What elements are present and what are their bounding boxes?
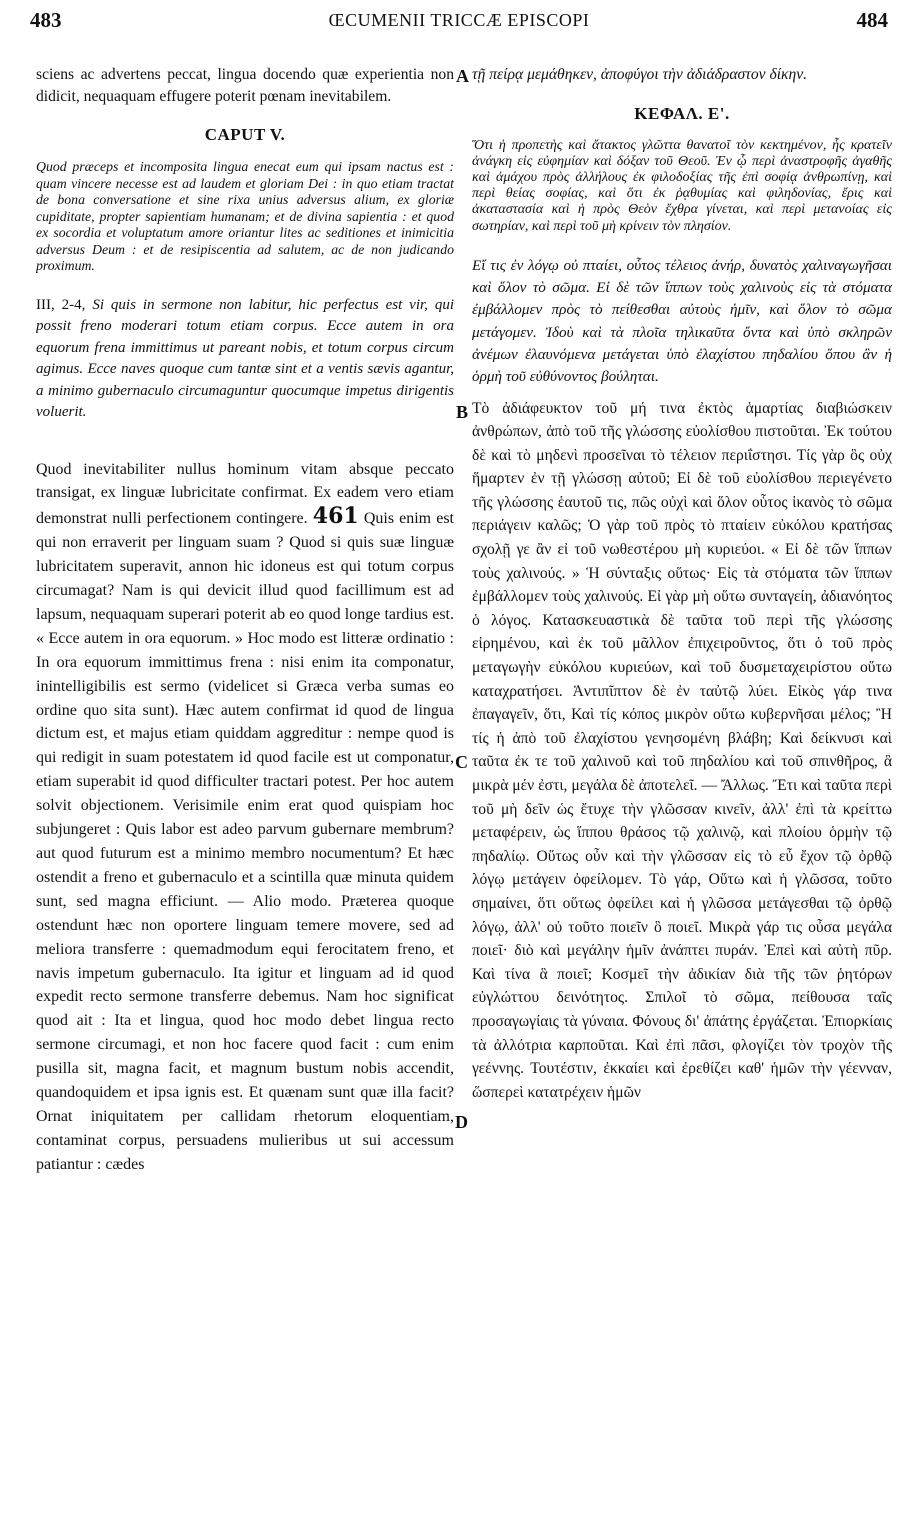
page-number-right: 484	[856, 8, 888, 32]
latin-column	[36, 64, 454, 1532]
latin-scripture-text: Si quis in sermone non labitur, hic perfectus est vir, qui possit freno moderari totum etiam corpus. Ecce autem in ora equorum frena immittimus ut pareant nobis, et totum corpus circum agimus. Ecce naves quoque cum tantæ sint et a ventis sævis agantur, a minimo gubernaculo circumaguntur quocumque impetus dirigentis voluerit.	[36, 296, 454, 420]
margin-letter-a: A	[456, 66, 469, 86]
latin-commentary	[36, 458, 454, 1177]
latin-scripture-passage	[36, 295, 454, 424]
margin-letter-b: B	[456, 402, 469, 422]
latin-opening-text: sciens ac advertens peccat, lingua docendo quæ experientia non didicit, nequaquam effugere poterit pœnam inevitabilem.	[36, 66, 454, 105]
running-header	[30, 8, 888, 44]
greek-chapter-summary: Ὅτι ἡ προπετὴς καὶ ἄτακτος γλῶττα θανατοῖ τὸν κεκτημένον, ἧς κρατεῖν ἀνάγκη εἰς εὐφημίαν καὶ δόξαν τοῦ Θεοῦ. Ἐν ᾧ περὶ ἀναστροφῆς ἀγαθῆς καὶ ἀμάχου πρὸς ἀλλήλους ἐκ φιλοδοξίας τῆς ἐπὶ σοφίᾳ ἀνθρωπίνῃ, καὶ περὶ θείας σοφίας, καὶ ὅτι ἐκ ῥᾳθυμίας καὶ φιληδονίας, ἔρις καὶ ἀκαταστασία καὶ ἡ πρὸς Θεὸν ἔχθρα γίνεται, καὶ περὶ μετανοίας εἰς σωτηρίαν, καὶ περὶ τοῦ μὴ κρίνειν τὸν πλησίον.	[472, 137, 892, 234]
page-number-left: 483	[30, 8, 62, 32]
latin-commentary-part1: Quod inevitabiliter nullus hominum vitam absque peccato transigat, ex linguæ lubricitate confirmat. Ex eadem vero etiam demonstrat nulli perfectionem contingere.	[36, 460, 454, 528]
latin-scripture-reference: III, 2-4,	[36, 296, 86, 313]
latin-chapter-summary: Quod præceps et incomposita lingua enecat eum qui ipsam nactus est : quam vincere necesse est ad laudem et gloriam Dei : in quo etiam tractat de bona conversatione et sine rixa unius adversus alium, ex gloriæ cupiditate, propter sapientiam humanam; et de divina sapientia : et quod ex socordia et voluptatum amore oriantur lites ac seditiones et inimicitia adversus Deum : et de resipiscentia ad salutem, ac de non judicando proximum.	[36, 159, 454, 273]
greek-scripture-passage: Εἴ τις ἐν λόγῳ οὐ πταίει, οὗτος τέλειος ἀνήρ, δυνατὸς χαλιναγωγῆσαι καὶ ὅλον τὸ σῶμα. Εἰ δὲ τῶν ἵππων τοὺς χαλινοὺς εἰς τὰ στόματα ἐμβάλλομεν πρὸς τὸ πείθεσθαι αὐτοὺς ἡμῖν, καὶ ὅλον τὸ σῶμα μετάγομεν. Ἰδοὺ καὶ τὰ πλοῖα τηλικαῦτα ὄντα καὶ ὑπὸ σκληρῶν ἀνέμων ἐλαυνόμενα μετάγεται ὑπὸ ἐλαχίστου πηδαλίου ὅπου ἂν ἡ ὁρμὴ τοῦ εὐθύνοντος βούληται.	[472, 256, 892, 386]
greek-chapter-heading: ΚΕΦΑΛ. Ε'.	[634, 103, 730, 123]
greek-opening-text: τῇ πείρᾳ μεμάθηκεν, ἀποφύγοι τὴν ἀδιάδραστον δίκην.	[472, 66, 808, 83]
latin-chapter-heading: CAPUT V.	[204, 125, 286, 144]
greek-commentary: Τὸ ἀδιάφευκτον τοῦ μή τινα ἐκτὸς ἁμαρτίας διαβιώσκειν ἀνθρώπων, ἀπὸ τοῦ τῆς γλώσσης εὐολίσθου πιστοῦται. Ἐκ τούτου δὲ καὶ τὸ μηδενὶ προσεῖναι τὸ τέλειον περιΐστησι. Τίς γὰρ ὃς οὐχ ἥμαρτεν ἐν τῇ γλώσσῃ αὐτοῦ; Εἰ δὲ τοῦ εὐολίσθου περιεγένετο τῆς γλώσσης ἑαυτοῦ τις, πῶς οὐχὶ καὶ ὅλον οὗτος ἱκανὸς τὸ σῶμα περιάγειν καλῶς; Ὁ γὰρ τοῦ πρὸς τὸ πταίειν εὐκόλου κρατήσας σχολῇ γε ἂν εἰ τοῦ νωθεστέρου μὴ κυριεύοι. « Εἰ δὲ τῶν ἵππων τοὺς χαλινούς. » Ἡ σύνταξις οὕτως· Εἰς τὰ στόματα τῶν ἵππων ἐμβάλλομεν τοὺς χαλινούς. Εἰ γὰρ μὴ οὕτω συνταγείη, ἀδιανόητος ὁ λόγος. Κατασκευαστικὰ δὲ ταῦτα τοῦ περὶ τῆς γλώσσης εἰρημένου, καὶ ἐκ τοῦ μᾶλλον ἐπιχειροῦντος, ὅτι ὁ τοῦ πρὸς μεταγωγὴν εὐκόλου κυριεύων, καὶ τοῦ δυσμεταχειρίστου οὕτω καταχρατήσει. Ἀντιπῖπτον δὲ ἐν ταὐτῷ λύει. Εἰκὸς γάρ τινα ἐπαγαγεῖν, ὅτι, Καὶ τίς κόπος μικρὸν οὕτω κυβερνῆσαι μέλος; Ἢ τίς ἡ ἀπὸ τοῦ ἐλαχίστου γενησομένη βλάβη; Καὶ δείκνυσι καὶ ταῦτα ἐκ τε τοῦ χαλινοῦ καὶ τοῦ πηδαλίου καὶ τοῦ σπινθῆρος, ἃ μικρὰ μέν ἐστι, μεγάλα δὲ ἀποτελεῖ. — Ἄλλως. Ἔτι καὶ ταῦτα περὶ τοῦ μὴ δεῖν ὡς ἔτυχε τὴν γλῶσσαν κινεῖν, ἀλλ' ἐπὶ τὰ κρείττω μεταφέρειν, ὡς ἵππου θράσος τῷ χαλινῷ, καὶ πλοίου ὁρμὴν τῷ πηδαλίῳ. Οὕτως οὖν καὶ τὴν γλῶσσαν εἰς τὸ εὖ ἔχον τῷ ὀρθῷ λόγῳ μετάγειν ὀφείλομεν. Τὸ γάρ, Οὕτω καὶ ἡ γλῶσσα, τοῦτο σημαίνει, ὅτι οὕτως ὀφείλει καὶ ἡ γλῶσσα μετάγεσθαι τῷ ὀρθῷ λόγῳ, ἀλλ' οὐ τοῦτο ποιεῖν ὃ ποιεῖ. Μικρὰ γάρ τις οὖσα μεγάλα ποιεῖ· διὸ καὶ μεγάλην ἡμῖν ἀνάπτει πυράν. Ἐπεὶ καὶ αὐτὴ πῦρ. Καὶ τίνα ἃ ποιεῖ; Κοσμεῖ τὴν ἀδικίαν διὰ τῆς τῶν ῥητόρων εὐγλώττου δεινότητος. Σπιλοῖ τὸ σῶμα, πείθουσα ταῖς προσαγωγίαις τὰ γύναια. Φόνους δι' ἀπάτης ἐργάζεται. Ἐπιορκίαις τὰ ἀλλότρια καρποῦται. Καὶ ἐπὶ πᾶσι, φλογίζει τὸν τροχὸν τῆς γεέννης. Τουτέστιν, ἐκκαίει καὶ ἐρεθίζει καθ' ἡμῶν τὴν γέενναν, ὥσπερεὶ κατατρέχειν ἡμῶν	[472, 399, 892, 1101]
column-number-marker: 461	[312, 503, 359, 530]
margin-letter-d: D	[455, 1112, 468, 1132]
latin-commentary-part2: Quis enim est qui non erraverit per linguam suam ? Quod si quis suæ linguæ lubricitatem superavit, annon hic idoneus est qui totum corpus circumagat? Nam is qui devicit illud quod facillimum est ad lapsum, nequaquam superari poterit ab eo quod longe tardius est. « Ecce autem in ora equorum. » Hoc modo est litteræ ordinatio : In ora equorum immittimus frena : nisi enim ita componatur, inintelligibilis est sermo (videlicet si Græca verba sumas eo ordine quo sita sunt). Hæc autem confirmat id quod de lingua dictum est, et majus etiam quiddam aggreditur : nempe quod is qui redigit in suam potestatem id quod facile est ut componatur, etiam superabit id quod difficulter tractari potest. Per hoc autem solvit objectionem. Verisimile enim erat quod quispiam hoc subjungeret : Quis labor est adeo parvum gubernare membrum? aut quod futurum est a minimo membro nocumentum? Et hæc ostendit a freno et gubernaculo et a scintilla quæ minuta quidem sunt, sed magna efficiunt. — Alio modo. Præterea quoque ostendunt hæc non oportere linguam temere movere, sed ad meliora transferre : quemadmodum equi ferocitatem freno, et navis impetum gubernaculo. Ita igitur et linguam ad id quod expedit recto sermone transferre debemus. Nam hoc significat quod ait : Ita et lingua, quod hoc modo debet lingua recto sermone circumagi, et non hoc facere quod facit : cum enim pusilla sit, magna facit, et magnum bustum nobis accendit, quandoquidem et ipsa ignis est. Et quænam sunt quæ illa facit? Ornat iniquitatem per callidam rhetorum eloquentiam, contaminat corpus, persuadens mulieribus ut sui accessum patiantur : cædes	[36, 510, 454, 1173]
margin-letter-c: C	[455, 752, 468, 772]
running-title: ŒCUMENII TRICCÆ EPISCOPI	[328, 10, 590, 30]
greek-column	[472, 64, 892, 1532]
